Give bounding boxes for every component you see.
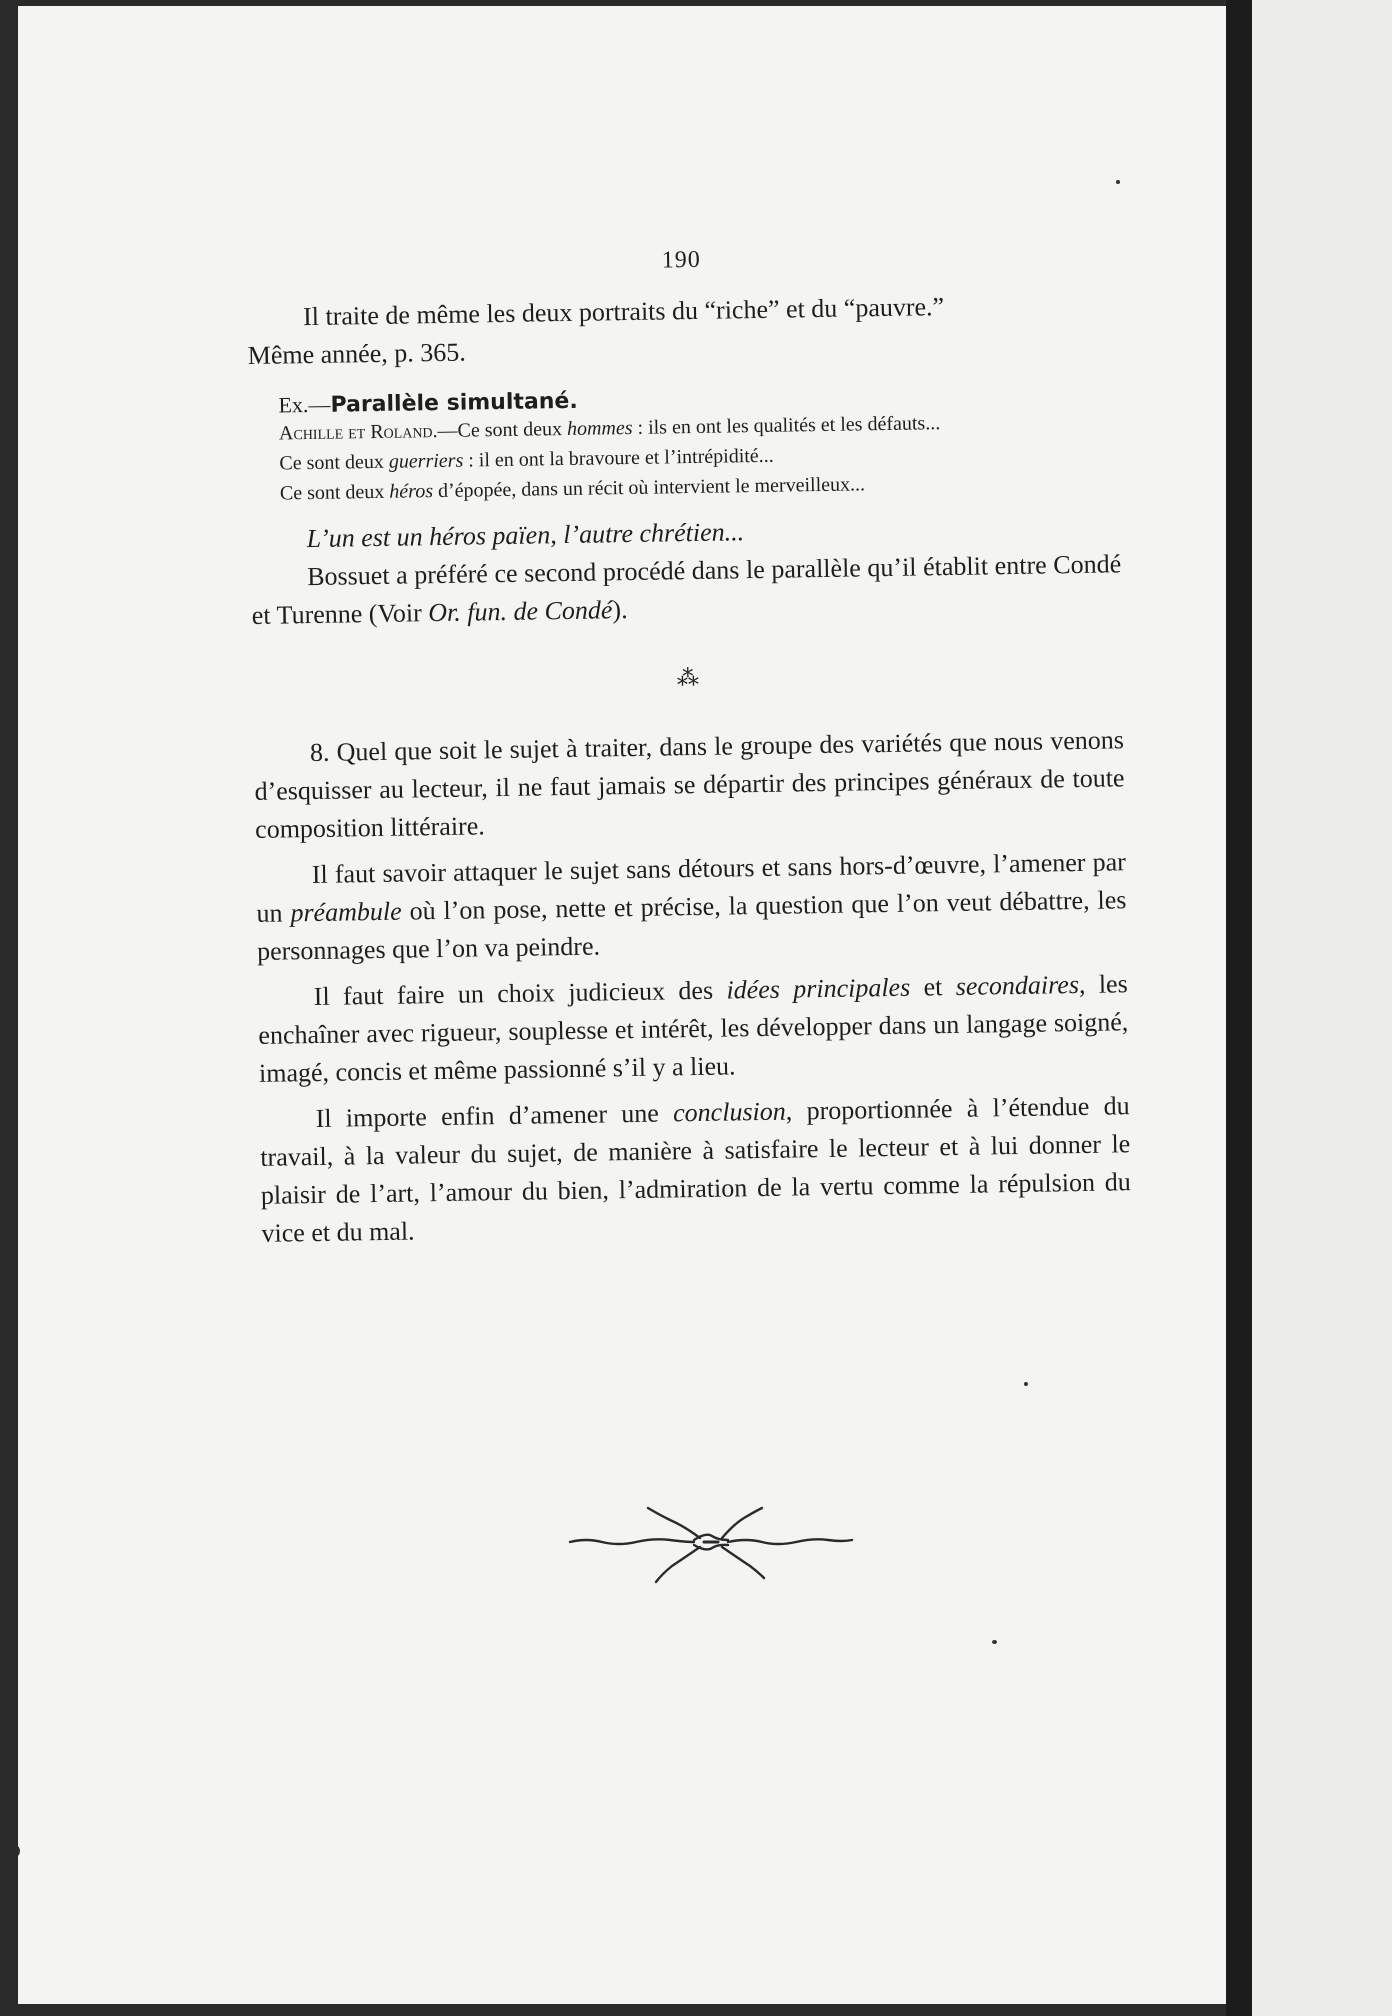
paragraph-text: , les enchaîner avec rigueur, souplesse et intérêt, les développer dans un langage soigné, imagé, concis et même passionné s’il y a lieu. bbox=[258, 969, 1129, 1088]
paper-speck bbox=[1116, 180, 1120, 184]
example-text: : ils en ont les qualités et les défauts... bbox=[632, 412, 941, 439]
intro-line-2: Même année, p. 365. bbox=[247, 337, 466, 370]
example-names: Achille et Roland. bbox=[278, 420, 438, 445]
paper-speck bbox=[992, 1640, 997, 1644]
paragraph-text: Il faut savoir attaquer le sujet sans détours et sans hors-d’œuvre, l’amener par un bbox=[256, 847, 1127, 928]
example-emphasis: guerriers bbox=[388, 449, 464, 473]
example-emphasis: héros bbox=[389, 480, 434, 503]
section-8-paragraph-2 bbox=[256, 843, 1128, 971]
bossuet-text: Bossuet a préféré ce second procédé dans le parallèle qu’il établit entre Condé et Turenne (Voir bbox=[251, 549, 1122, 630]
paragraph-emphasis: secondaires bbox=[955, 970, 1080, 1001]
paragraph-emphasis: idées principales bbox=[726, 972, 911, 1005]
example-prefix: Ex.— bbox=[278, 391, 331, 418]
intro-line-1: Il traite de même les deux portraits du “riche” et du “pauvre.” bbox=[302, 292, 945, 332]
bossuet-paragraph bbox=[251, 545, 1122, 635]
paragraph-text: où l’on pose, nette et précise, la question que l’on veut débattre, les personnages que l’on va peindre. bbox=[256, 885, 1127, 966]
bossuet-text: ). bbox=[612, 595, 628, 625]
example-title: Parallèle simultané. bbox=[330, 388, 578, 418]
paper-speck bbox=[18, 1846, 20, 1856]
paragraph-text: Il faut faire un choix judicieux des bbox=[313, 975, 727, 1012]
example-text: d’épopée, dans un récit où intervient le merveilleux... bbox=[432, 473, 866, 503]
paragraph-text: et bbox=[909, 971, 956, 1002]
paragraph-text: Il importe enfin d’amener une bbox=[315, 1098, 674, 1134]
paragraph-emphasis: conclusion bbox=[672, 1096, 787, 1128]
ornament-flourish-icon bbox=[566, 1502, 856, 1586]
book-gutter bbox=[1226, 0, 1252, 2016]
page-number: 190 bbox=[661, 246, 701, 274]
paragraph-emphasis: préambule bbox=[290, 896, 402, 928]
example-conclusion: L’un est un héros païen, l’autre chrétien... bbox=[306, 517, 745, 554]
example-emphasis: hommes bbox=[566, 416, 633, 440]
example-text: Ce sont deux bbox=[279, 450, 390, 475]
example-text: —Ce sont deux bbox=[437, 417, 568, 443]
page-text bbox=[246, 232, 1132, 1253]
section-8-paragraph-1: 8. Quel que soit le sujet à traiter, dans le groupe des variétés que nous venons d’esquisser au lecteur, il ne faut jamais se départir des principes généraux de toute composition littéraire. bbox=[254, 725, 1125, 844]
book-page bbox=[18, 6, 1226, 2004]
facing-page-edge bbox=[1252, 0, 1392, 2016]
paper-speck bbox=[1024, 1382, 1028, 1386]
section-8-paragraph-3 bbox=[258, 965, 1130, 1093]
paragraph-text: , proportionnée à l’étendue du travail, à la valeur du sujet, de manière à satisfaire le lecteur et à lui donner le plaisir de l’art, l’amour du bien, l’admiration de la vertu comme la répulsion du vice et du mal. bbox=[260, 1091, 1132, 1248]
section-8-paragraph-4 bbox=[259, 1087, 1131, 1253]
example-text: Ce sont deux bbox=[279, 480, 390, 505]
bossuet-reference: Or. fun. de Condé bbox=[428, 595, 613, 628]
example-text: : il en ont la bravoure et l’intrépidité... bbox=[463, 444, 774, 472]
asterism-divider: ⁂ bbox=[676, 664, 700, 691]
